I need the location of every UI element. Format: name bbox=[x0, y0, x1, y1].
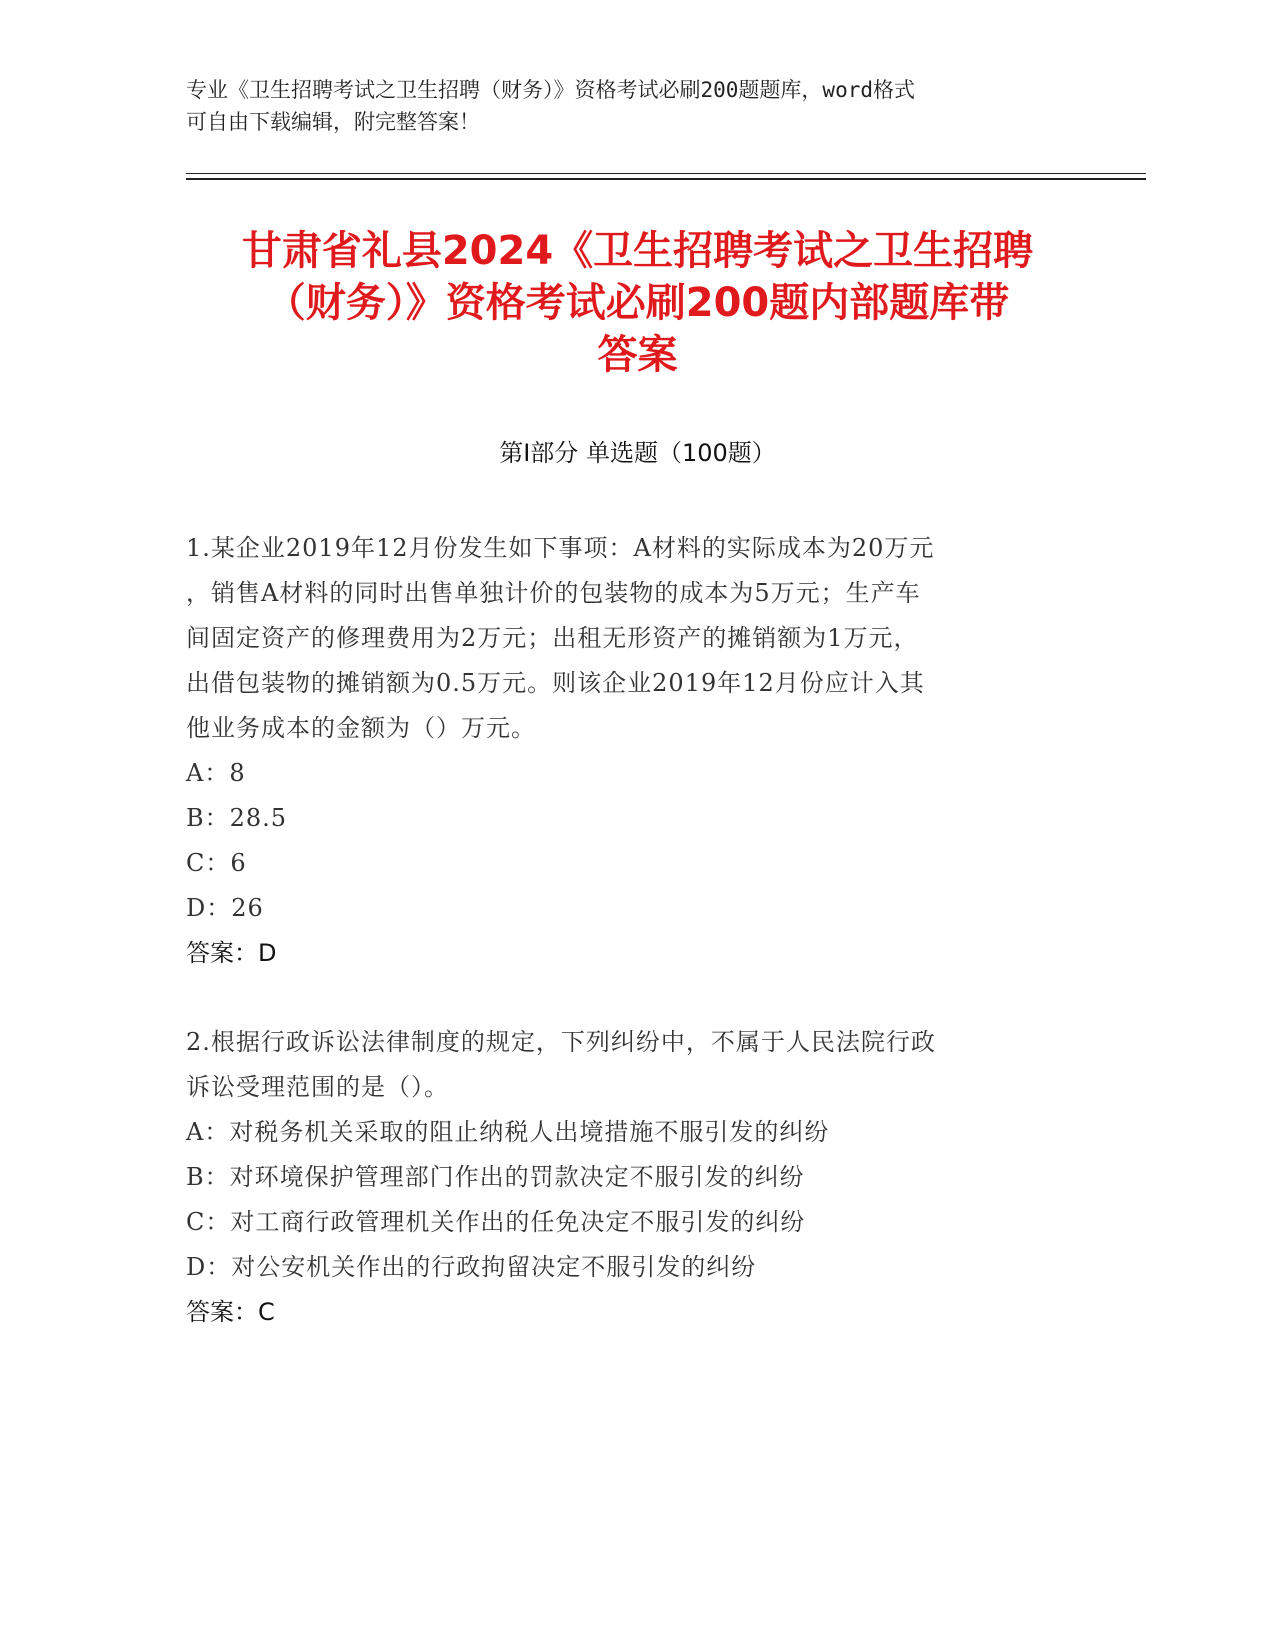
header-note bbox=[186, 74, 1066, 138]
stem-line: 2.根据行政诉讼法律制度的规定，下列纠纷中，不属于人民法院行政 bbox=[186, 1028, 936, 1056]
answer-line: 答案：C bbox=[186, 1298, 275, 1326]
question-stem bbox=[186, 526, 1086, 751]
option-a: A：8 bbox=[186, 759, 246, 787]
option-a: A：对税务机关采取的阻止纳税人出境措施不服引发的纠纷 bbox=[186, 1118, 830, 1146]
option-d: D：26 bbox=[186, 894, 264, 922]
header-note-line-1: 专业《卫生招聘考试之卫生招聘（财务）》资格考试必刷200题题库，word格式 bbox=[186, 78, 915, 102]
option-b: B：对环境保护管理部门作出的罚款决定不服引发的纠纷 bbox=[186, 1163, 805, 1191]
option-c: C：对工商行政管理机关作出的任免决定不服引发的纠纷 bbox=[186, 1208, 806, 1236]
title-line-3: 答案 bbox=[597, 332, 678, 378]
header-divider-thin bbox=[186, 173, 1146, 174]
section-heading: 第Ⅰ部分 单选题（100题） bbox=[499, 439, 776, 467]
answer-line: 答案：D bbox=[186, 939, 277, 967]
stem-line: 1.某企业2019年12月份发生如下事项：A材料的实际成本为20万元 bbox=[186, 534, 935, 562]
stem-line: 间固定资产的修理费用为2万元；出租无形资产的摊销额为1万元， bbox=[186, 624, 919, 652]
question-stem bbox=[186, 1020, 1086, 1110]
option-d: D：对公安机关作出的行政拘留决定不服引发的纠纷 bbox=[186, 1253, 757, 1281]
question-2 bbox=[186, 1020, 1086, 1335]
title-line-2: （财务）》资格考试必刷200题内部题库带 bbox=[265, 280, 1010, 326]
stem-line: 诉讼受理范围的是（）。 bbox=[186, 1073, 449, 1101]
stem-line: 他业务成本的金额为（）万元。 bbox=[186, 714, 536, 742]
header-divider-thick bbox=[186, 178, 1146, 180]
option-b: B：28.5 bbox=[186, 804, 288, 832]
stem-line: ，销售A材料的同时出售单独计价的包装物的成本为5万元；生产车 bbox=[186, 579, 921, 607]
option-c: C：6 bbox=[186, 849, 247, 877]
document-title bbox=[160, 225, 1115, 381]
title-line-1: 甘肃省礼县2024《卫生招聘考试之卫生招聘 bbox=[241, 228, 1034, 274]
header-note-line-2: 可自由下载编辑，附完整答案！ bbox=[186, 110, 480, 134]
stem-line: 出借包装物的摊销额为0.5万元。则该企业2019年12月份应计入其 bbox=[186, 669, 925, 697]
question-1 bbox=[186, 526, 1086, 976]
